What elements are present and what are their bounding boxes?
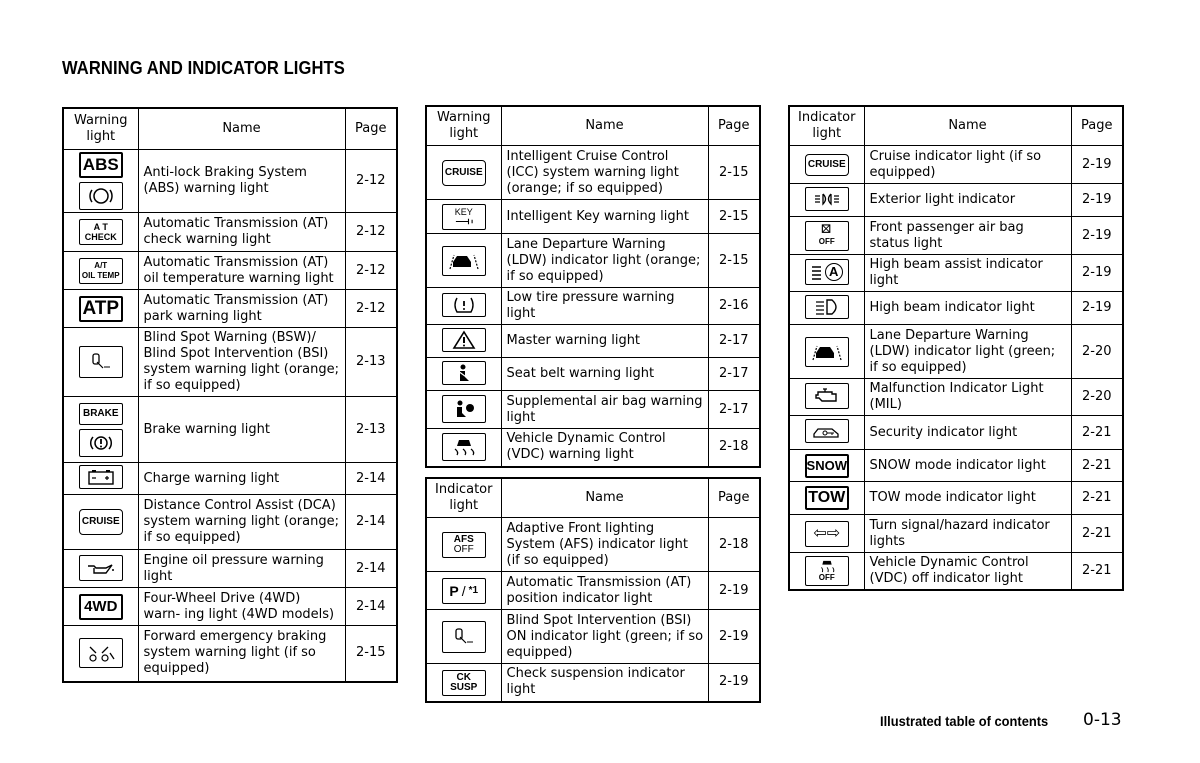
- table-row: [789, 255, 1123, 292]
- high-beam-assist-letter: A: [825, 263, 843, 281]
- footer-page-number: 0-13: [1083, 710, 1122, 730]
- table-row: [63, 626, 397, 682]
- engine-icon: [805, 383, 849, 409]
- light-name: Automatic Transmission (AT) check warning light: [138, 213, 345, 252]
- table-row: [426, 325, 760, 358]
- light-name: Vehicle Dynamic Control (VDC) warning light: [501, 429, 708, 467]
- table-row: [426, 664, 760, 702]
- light-name: Anti-lock Braking System (ABS) warning light: [138, 150, 345, 213]
- high-beam-icon: [805, 295, 849, 319]
- passenger-airbag-off-label: OFF: [818, 237, 835, 246]
- header-page: Page: [1071, 106, 1123, 146]
- high-beam-assist-icon: [805, 259, 849, 285]
- table-row: [63, 397, 397, 463]
- page-ref: 2-21: [1071, 515, 1123, 553]
- table-row: [789, 553, 1123, 591]
- afs-off-icon: [442, 532, 486, 558]
- light-name: Adaptive Front lighting System (AFS) indicator light (if so equipped): [501, 518, 708, 572]
- at-check-icon: [79, 219, 123, 245]
- battery-icon: [79, 465, 123, 489]
- light-name: Front passenger air bag status light: [864, 217, 1071, 255]
- table-row: [426, 572, 760, 610]
- light-name: Security indicator light: [864, 416, 1071, 450]
- table-row: [426, 518, 760, 572]
- page-ref: 2-18: [708, 429, 760, 467]
- page-ref: 2-21: [1071, 553, 1123, 591]
- light-name: Intelligent Cruise Control (ICC) system warning light (orange; if so equipped): [501, 146, 708, 200]
- light-name: Automatic Transmission (AT) park warning light: [138, 290, 345, 328]
- table-row: [426, 429, 760, 467]
- page-ref: 2-19: [708, 610, 760, 664]
- page-ref: 2-19: [1071, 255, 1123, 292]
- page-heading: WARNING AND INDICATOR LIGHTS: [62, 58, 345, 78]
- page-ref: 2-13: [345, 328, 397, 397]
- page-ref: 2-12: [345, 213, 397, 252]
- abs-circle-icon: [79, 182, 123, 210]
- warning-lights-table-1: [62, 107, 398, 683]
- page-ref: 2-19: [708, 572, 760, 610]
- table-row: [63, 252, 397, 290]
- header-name: Name: [138, 108, 345, 150]
- page-ref: 2-17: [708, 325, 760, 358]
- brake-circle-icon: [79, 429, 123, 457]
- light-name: Distance Control Assist (DCA) system warning light (orange; if so equipped): [138, 495, 345, 550]
- afs-icon-line1: AFS: [453, 534, 474, 545]
- table-row: [426, 610, 760, 664]
- table-row: [789, 450, 1123, 482]
- page-ref: 2-15: [708, 146, 760, 200]
- page-ref: 2-17: [708, 358, 760, 391]
- page-ref: 2-13: [345, 397, 397, 463]
- oil-can-icon: [79, 555, 123, 581]
- light-name: Blind Spot Warning (BSW)/ Blind Spot Intervention (BSI) system warning light (orange; if so equipped): [138, 328, 345, 397]
- table-row: [63, 290, 397, 328]
- light-name: Master warning light: [501, 325, 708, 358]
- indicator-lights-table-1: [425, 477, 761, 703]
- table-row: [426, 288, 760, 325]
- air-bag-icon: [442, 395, 486, 423]
- lane-departure-icon: [805, 337, 849, 367]
- blind-spot-icon: [442, 621, 486, 653]
- header-name: Name: [501, 106, 708, 146]
- at-position-icon: [442, 578, 486, 604]
- lane-departure-icon: [442, 246, 486, 276]
- table-row: [789, 217, 1123, 255]
- ck-susp-line2: SUSP: [450, 681, 478, 693]
- table-row: [789, 292, 1123, 325]
- table-row: [63, 150, 397, 213]
- table-row: [426, 146, 760, 200]
- header-indicator-light: Indicator light: [789, 106, 864, 146]
- header-page: Page: [345, 108, 397, 150]
- header-name: Name: [501, 478, 708, 518]
- table-row: [789, 482, 1123, 515]
- light-name: Vehicle Dynamic Control (VDC) off indicator light: [864, 553, 1071, 591]
- table-row: [63, 550, 397, 588]
- table-row: [63, 588, 397, 626]
- light-name: Check suspension indicator light: [501, 664, 708, 702]
- light-name: Charge warning light: [138, 463, 345, 495]
- light-name: Engine oil pressure warning light: [138, 550, 345, 588]
- light-name: TOW mode indicator light: [864, 482, 1071, 515]
- light-name: High beam indicator light: [864, 292, 1071, 325]
- passenger-airbag-off-icon: [805, 221, 849, 251]
- brake-text-icon: BRAKE: [79, 403, 123, 425]
- table-row: [63, 213, 397, 252]
- page-ref: 2-14: [345, 495, 397, 550]
- page-ref: 2-15: [345, 626, 397, 682]
- indicator-lights-table-2: [788, 105, 1124, 591]
- table-row: [63, 463, 397, 495]
- ck-susp-line1: CK: [456, 671, 471, 683]
- at-oil-temp-line2: OIL TEMP: [81, 271, 120, 280]
- header-indicator-light: Indicator light: [426, 478, 501, 518]
- warning-lights-table-2: [425, 105, 761, 468]
- table-row: [789, 184, 1123, 217]
- light-name: Automatic Transmission (AT) oil temperature warning light: [138, 252, 345, 290]
- table-row: [63, 328, 397, 397]
- light-name: Lane Departure Warning (LDW) indicator light (green; if so equipped): [864, 325, 1071, 379]
- at-position-note: *1: [468, 584, 479, 596]
- tire-pressure-icon: [442, 293, 486, 317]
- page-ref: 2-14: [345, 550, 397, 588]
- page-ref: 2-19: [1071, 217, 1123, 255]
- light-name: Malfunction Indicator Light (MIL): [864, 379, 1071, 416]
- table-row: [789, 146, 1123, 184]
- light-name: Forward emergency braking system warning light (if so equipped): [138, 626, 345, 682]
- light-name: Brake warning light: [138, 397, 345, 463]
- light-name: Intelligent Key warning light: [501, 200, 708, 234]
- key-icon-label: KEY: [454, 207, 473, 217]
- header-page: Page: [708, 106, 760, 146]
- table-row: [63, 495, 397, 550]
- cruise-icon: CRUISE: [442, 160, 486, 186]
- at-position-letter: P: [449, 582, 459, 599]
- table-row: [426, 358, 760, 391]
- blind-spot-icon: [79, 346, 123, 378]
- at-oil-temp-icon: [79, 258, 123, 284]
- light-name: Four-Wheel Drive (4WD) warn- ing light (4WD models): [138, 588, 345, 626]
- snow-icon: SNOW: [805, 454, 849, 478]
- forward-braking-icon: [79, 638, 123, 668]
- cruise-icon: CRUISE: [805, 154, 849, 176]
- header-name: Name: [864, 106, 1071, 146]
- light-name: Automatic Transmission (AT) position indicator light: [501, 572, 708, 610]
- page-ref: 2-19: [1071, 146, 1123, 184]
- page-ref: 2-19: [708, 664, 760, 702]
- footer-section-title: Illustrated table of contents: [880, 713, 1049, 729]
- page-ref: 2-16: [708, 288, 760, 325]
- tow-icon: TOW: [805, 486, 849, 510]
- page-ref: 2-20: [1071, 325, 1123, 379]
- table-row: [789, 416, 1123, 450]
- light-name: SNOW mode indicator light: [864, 450, 1071, 482]
- page-ref: 2-19: [1071, 292, 1123, 325]
- vdc-off-label: OFF: [818, 572, 835, 582]
- at-position-separator: /: [461, 582, 466, 599]
- page-ref: 2-17: [708, 391, 760, 429]
- cruise-icon: CRUISE: [79, 509, 123, 535]
- atp-icon: ATP: [79, 296, 123, 322]
- table-row: [426, 391, 760, 429]
- page-ref: 2-12: [345, 150, 397, 213]
- light-name: Supplemental air bag warning light: [501, 391, 708, 429]
- check-suspension-icon: [442, 670, 486, 696]
- page-ref: 2-14: [345, 463, 397, 495]
- table-row: [789, 325, 1123, 379]
- at-check-icon-line2: CHECK: [84, 232, 117, 242]
- table-row: [789, 515, 1123, 553]
- page-ref: 2-19: [1071, 184, 1123, 217]
- light-name: Lane Departure Warning (LDW) indicator light (orange; if so equipped): [501, 234, 708, 288]
- turn-signal-icon: ⇦⇨: [805, 521, 849, 547]
- light-name: Low tire pressure warning light: [501, 288, 708, 325]
- header-warning-light: Warning light: [63, 108, 138, 150]
- table-row: [426, 234, 760, 288]
- table-row: [426, 200, 760, 234]
- at-check-icon-line1: A T: [93, 222, 108, 232]
- 4wd-icon: 4WD: [79, 594, 123, 620]
- page-ref: 2-14: [345, 588, 397, 626]
- page-ref: 2-21: [1071, 450, 1123, 482]
- header-page: Page: [708, 478, 760, 518]
- abs-icon: ABS: [79, 152, 123, 178]
- afs-icon-line2: OFF: [453, 544, 474, 555]
- security-car-key-icon: [805, 419, 849, 443]
- page-ref: 2-20: [1071, 379, 1123, 416]
- master-warning-icon: [442, 328, 486, 352]
- page-ref: 2-21: [1071, 416, 1123, 450]
- light-name: High beam assist indicator light: [864, 255, 1071, 292]
- page-ref: 2-12: [345, 290, 397, 328]
- header-warning-light: Warning light: [426, 106, 501, 146]
- exterior-light-icon: [805, 187, 849, 211]
- page-ref: 2-21: [1071, 482, 1123, 515]
- light-name: Cruise indicator light (if so equipped): [864, 146, 1071, 184]
- light-name: Turn signal/hazard indicator lights: [864, 515, 1071, 553]
- page-ref: 2-18: [708, 518, 760, 572]
- page-ref: 2-15: [708, 200, 760, 234]
- table-row: [789, 379, 1123, 416]
- light-name: Exterior light indicator: [864, 184, 1071, 217]
- page-ref: 2-15: [708, 234, 760, 288]
- at-oil-temp-line1: A/T: [94, 261, 108, 270]
- light-name: Blind Spot Intervention (BSI) ON indicator light (green; if so equipped): [501, 610, 708, 664]
- light-name: Seat belt warning light: [501, 358, 708, 391]
- key-icon: [442, 204, 486, 230]
- vdc-icon: [442, 433, 486, 461]
- vdc-off-icon: [805, 556, 849, 586]
- seat-belt-icon: [442, 361, 486, 385]
- page-ref: 2-12: [345, 252, 397, 290]
